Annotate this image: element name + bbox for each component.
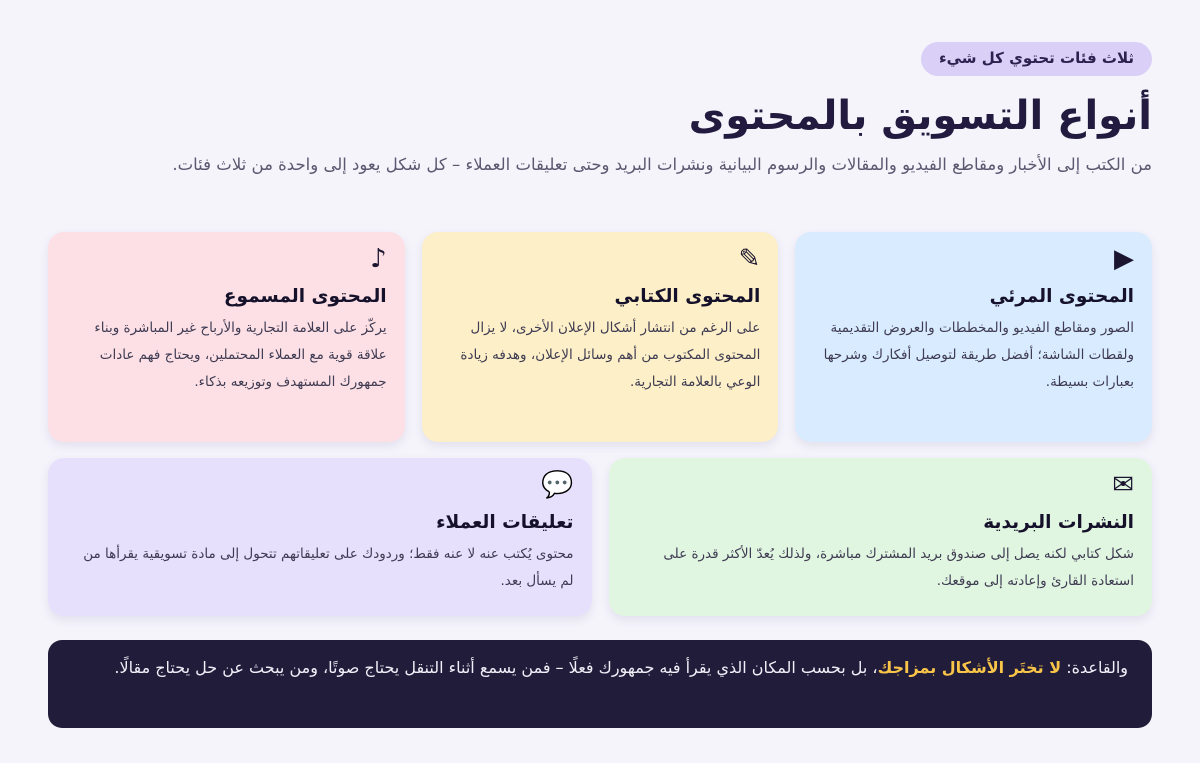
music-note-icon: ♪	[370, 244, 387, 274]
play-icon: ▶	[1114, 244, 1134, 274]
card-title: المحتوى المسموع	[223, 286, 387, 307]
card-audio-content	[48, 232, 405, 442]
page-subtitle: من الكتب إلى الأخبار ومقاطع الفيديو والمقالات والرسوم البيانية ونشرات البريد وحتى تعليقات العملاء – كل شكل يعود إلى واحدة من ثلاث فئات.	[172, 155, 1152, 174]
card-text: على الرغم من انتشار أشكال الإعلان الأخرى، لا يزال المحتوى المكتوب من أهم وسائل الإعلان، وهدفه زيادة الوعي بالعلامة التجارية.	[460, 320, 761, 390]
rule-banner	[48, 640, 1152, 728]
card-title: النشرات البريدية	[983, 512, 1134, 533]
card-title: تعليقات العملاء	[436, 512, 574, 533]
page-title: أنواع التسويق بالمحتوى	[688, 93, 1152, 139]
card-title: المحتوى المرئي	[989, 286, 1134, 307]
pencil-icon: ✎	[738, 244, 761, 274]
envelope-icon: ✉	[1112, 470, 1134, 500]
card-text: شكل كتابي لكنه يصل إلى صندوق بريد المشترك مباشرة، ولذلك يُعدّ الأكثر قدرة على استعادة القارئ وإعادته إلى موقعك.	[663, 546, 1134, 589]
card-newsletters	[609, 458, 1153, 616]
banner-prefix: والقاعدة:	[1061, 658, 1128, 677]
card-visual-content	[795, 232, 1152, 442]
card-text: الصور ومقاطع الفيديو والمخططات والعروض التقديمية ولقطات الشاشة؛ أفضل طريقة لتوصيل أفكارك وشرحها بعبارات بسيطة.	[823, 320, 1134, 390]
card-title: المحتوى الكتابي	[614, 286, 761, 307]
card-written-content	[422, 232, 779, 442]
cards-row-top	[48, 232, 1152, 442]
card-customer-comments	[48, 458, 592, 616]
card-text: محتوى يُكتب عنه لا عنه فقط؛ وردودك على تعليقاتهم تتحول إلى مادة تسويقية يقرأها من لم يسأل بعد.	[83, 546, 574, 589]
cards-row-bottom	[48, 458, 1152, 616]
banner-highlight: لا تختَر الأشكال بمزاجك	[877, 658, 1062, 677]
speech-bubble-icon: 💬	[541, 470, 574, 500]
category-pill: ثلاث فئات تحتوي كل شيء	[921, 42, 1152, 76]
banner-suffix: ، بل بحسب المكان الذي يقرأ فيه جمهورك فعلًا – فمن يسمع أثناء التنقل يحتاج صوتًا، ومن يبحث عن حل يحتاج مقالًا.	[114, 658, 878, 677]
card-text: يركّز على العلامة التجارية والأرباح غير المباشرة وبناء علاقة قوية مع العملاء المحتملين، ويحتاج فهم عادات جمهورك المستهدف وتوزيعه بذكاء.	[94, 320, 387, 390]
